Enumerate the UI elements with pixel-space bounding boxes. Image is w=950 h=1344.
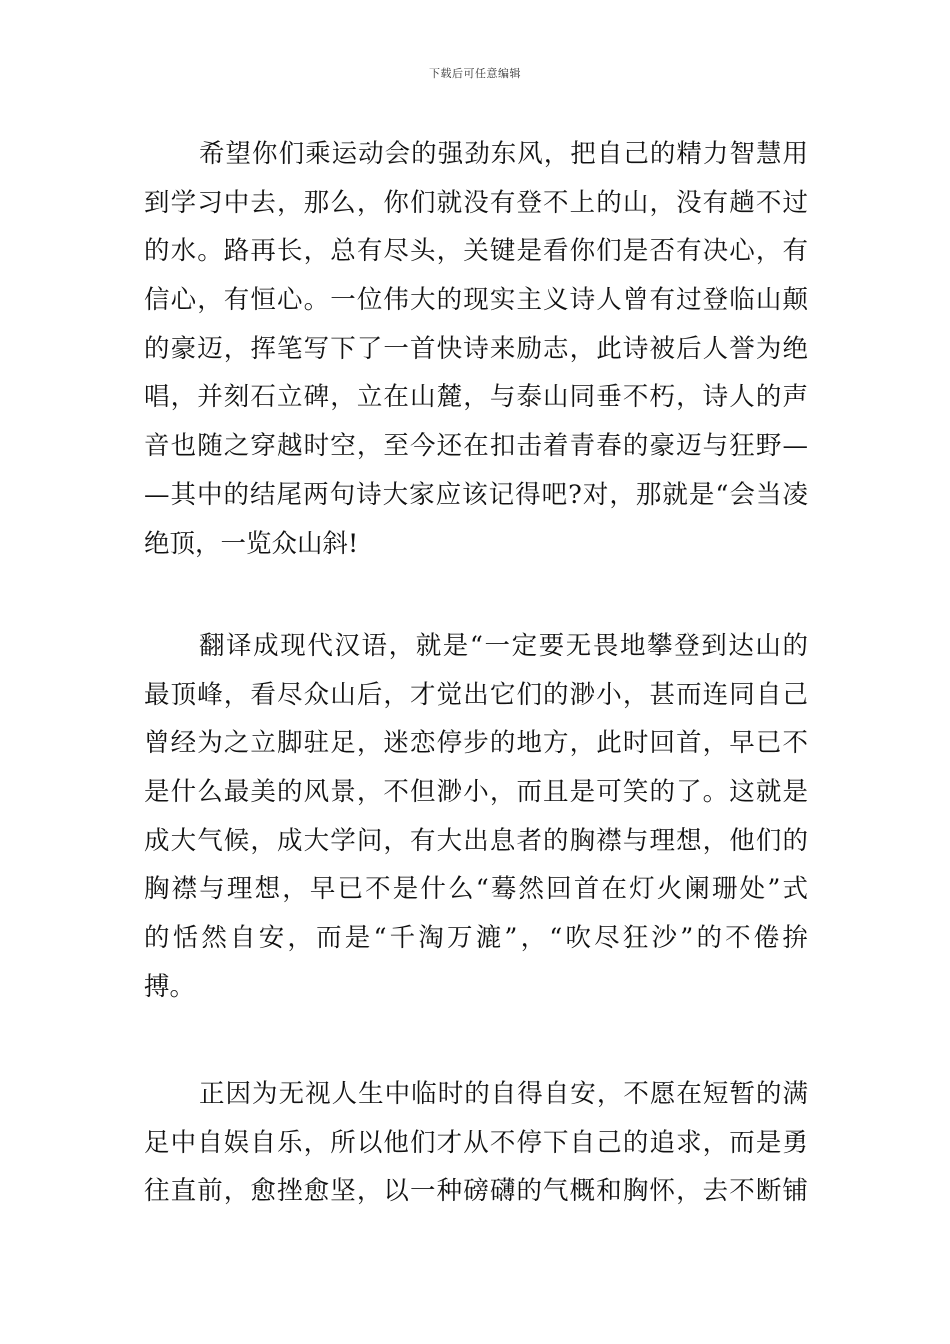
paragraph-line: 曾经为之立脚驻足，迷恋停步的地方，此时回首，早已不 [144,728,808,759]
paragraph-line: 的恬然自安，而是“千淘万漉”，“吹尽狂沙”的不倦拚 [144,923,808,954]
paragraph-3 [144,1070,808,1216]
paragraph-line: 往直前，愈挫愈坚，以一种磅礴的气概和胸怀，去不断铺 [144,1176,808,1207]
paragraph-1 [144,130,808,568]
paragraph-line: 绝顶，一览众山斜! [144,528,359,559]
paragraph-line: 到学习中去，那么，你们就没有登不上的山，没有趟不过 [144,187,808,218]
paragraph-line: 的水。路再长，总有尽头，关键是看你们是否有决心，有 [144,236,808,267]
paragraph-line: 唱，并刻石立碑，立在山麓，与泰山同垂不朽，诗人的声 [144,382,808,413]
paragraph-line: 翻译成现代汉语，就是“一定要无畏地攀登到达山的 [199,631,808,661]
paragraph-line: 最顶峰，看尽众山后，才觉出它们的渺小，甚而连同自己 [144,679,808,710]
paragraph-line: 是什么最美的风景，不但渺小，而且是可笑的了。这就是 [144,777,808,808]
paragraph-line: 音也随之穿越时空，至今还在扣击着青春的豪迈与狂野— [144,431,808,462]
paragraph-line: 希望你们乘运动会的强劲东风，把自己的精力智慧用 [199,139,808,169]
paragraph-line: 胸襟与理想，早已不是什么“蓦然回首在灯火阑珊处”式 [144,874,808,905]
paragraph-2 [144,622,808,1012]
paragraph-line: 的豪迈，挥笔写下了一首快诗来励志，此诗被后人誉为绝 [144,333,808,364]
paragraph-line: 搏。 [144,971,196,1002]
page-header: 下载后可任意编辑 [429,67,521,80]
paragraph-line: 正因为无视人生中临时的自得自安，不愿在短暂的满 [199,1079,808,1109]
paragraph-line: 足中自娱自乐，所以他们才从不停下自己的追求，而是勇 [144,1127,808,1158]
paragraph-line: 成大气候，成大学问，有大出息者的胸襟与理想，他们的 [144,825,808,856]
paragraph-line: 信心，有恒心。一位伟大的现实主义诗人曾有过登临山颠 [144,285,808,316]
paragraph-line: —其中的结尾两句诗大家应该记得吧?对，那就是“会当凌 [144,479,808,510]
